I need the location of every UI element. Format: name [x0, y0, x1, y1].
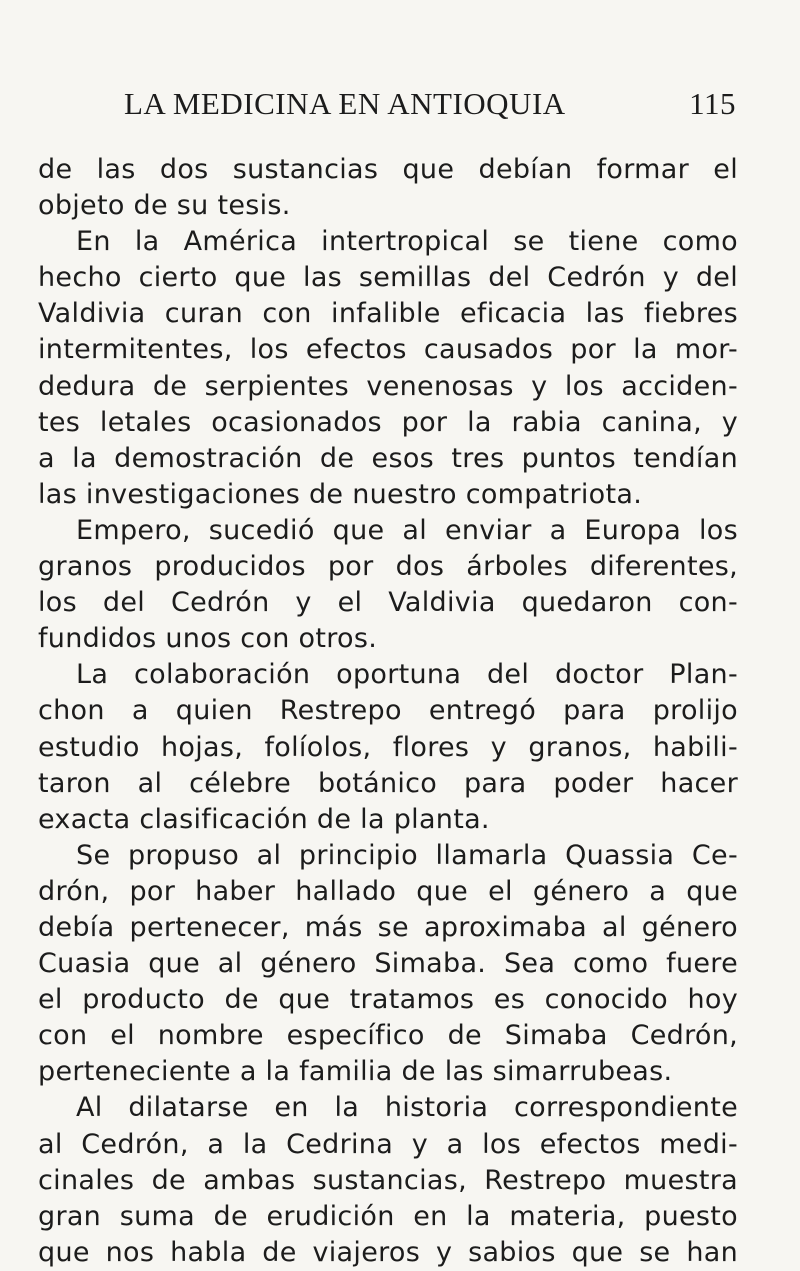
text-line: granos producidos por dos árboles diferentes,	[38, 551, 738, 583]
text-line: Empero, sucedió que al enviar a Europa los	[76, 514, 738, 546]
text-line: al Cedrón, a la Cedrina y a los efectos medi-	[38, 1128, 738, 1160]
text-line: gran suma de erudición en la materia, puesto	[38, 1200, 738, 1232]
text-line: Se propuso al principio llamarla Quassia Ce-	[76, 839, 738, 871]
text-line: Valdivia curan con infalible eficacia las fiebres	[38, 298, 738, 330]
running-head	[124, 86, 736, 126]
text-line: el producto de que tratamos es conocido hoy	[38, 984, 738, 1016]
text-line: debía pertenecer, más se aproximaba al género	[38, 911, 738, 943]
text-line: exacta clasificación de la planta.	[38, 803, 490, 835]
running-title: LA MEDICINA EN ANTIOQUIA	[124, 86, 566, 121]
text-line: fundidos unos con otros.	[38, 623, 378, 655]
text-line: hecho cierto que las semillas del Cedrón y del	[38, 262, 738, 294]
text-line: intermitentes, los efectos causados por la mor-	[38, 334, 738, 366]
text-line: las investigaciones de nuestro compatriota.	[38, 478, 643, 510]
text-line: objeto de su tesis.	[38, 190, 291, 222]
text-line: los del Cedrón y el Valdivia quedaron con-	[38, 587, 738, 619]
text-line: drón, por haber hallado que el género a que	[38, 875, 738, 907]
text-line: de las dos sustancias que debían formar el	[38, 154, 738, 185]
text-line: perteneciente a la familia de las simarrubeas.	[38, 1056, 673, 1088]
page-number: 115	[689, 86, 736, 121]
text-line: dedura de serpientes venenosas y los acciden-	[38, 370, 738, 402]
text-line: cinales de ambas sustancias, Restrepo muestra	[38, 1164, 738, 1196]
text-line: La colaboración oportuna del doctor Plan-	[76, 659, 738, 691]
text-line: a la demostración de esos tres puntos tendían	[38, 442, 738, 474]
text-line: tes letales ocasionados por la rabia canina, y	[38, 406, 738, 438]
body-text	[38, 152, 738, 1271]
text-line: Cuasia que al género Simaba. Sea como fuere	[38, 948, 738, 980]
text-line: Al dilatarse en la historia correspondiente	[76, 1092, 738, 1124]
text-line: En la América intertropical se tiene como	[76, 226, 738, 258]
text-line: taron al célebre botánico para poder hacer	[38, 767, 738, 799]
text-line: chon a quien Restrepo entregó para prolijo	[38, 695, 738, 727]
text-line: estudio hojas, folíolos, flores y granos, habili-	[38, 731, 738, 763]
text-line: que nos habla de viajeros y sabios que se han	[38, 1236, 738, 1268]
text-line: con el nombre específico de Simaba Cedrón,	[38, 1020, 738, 1052]
